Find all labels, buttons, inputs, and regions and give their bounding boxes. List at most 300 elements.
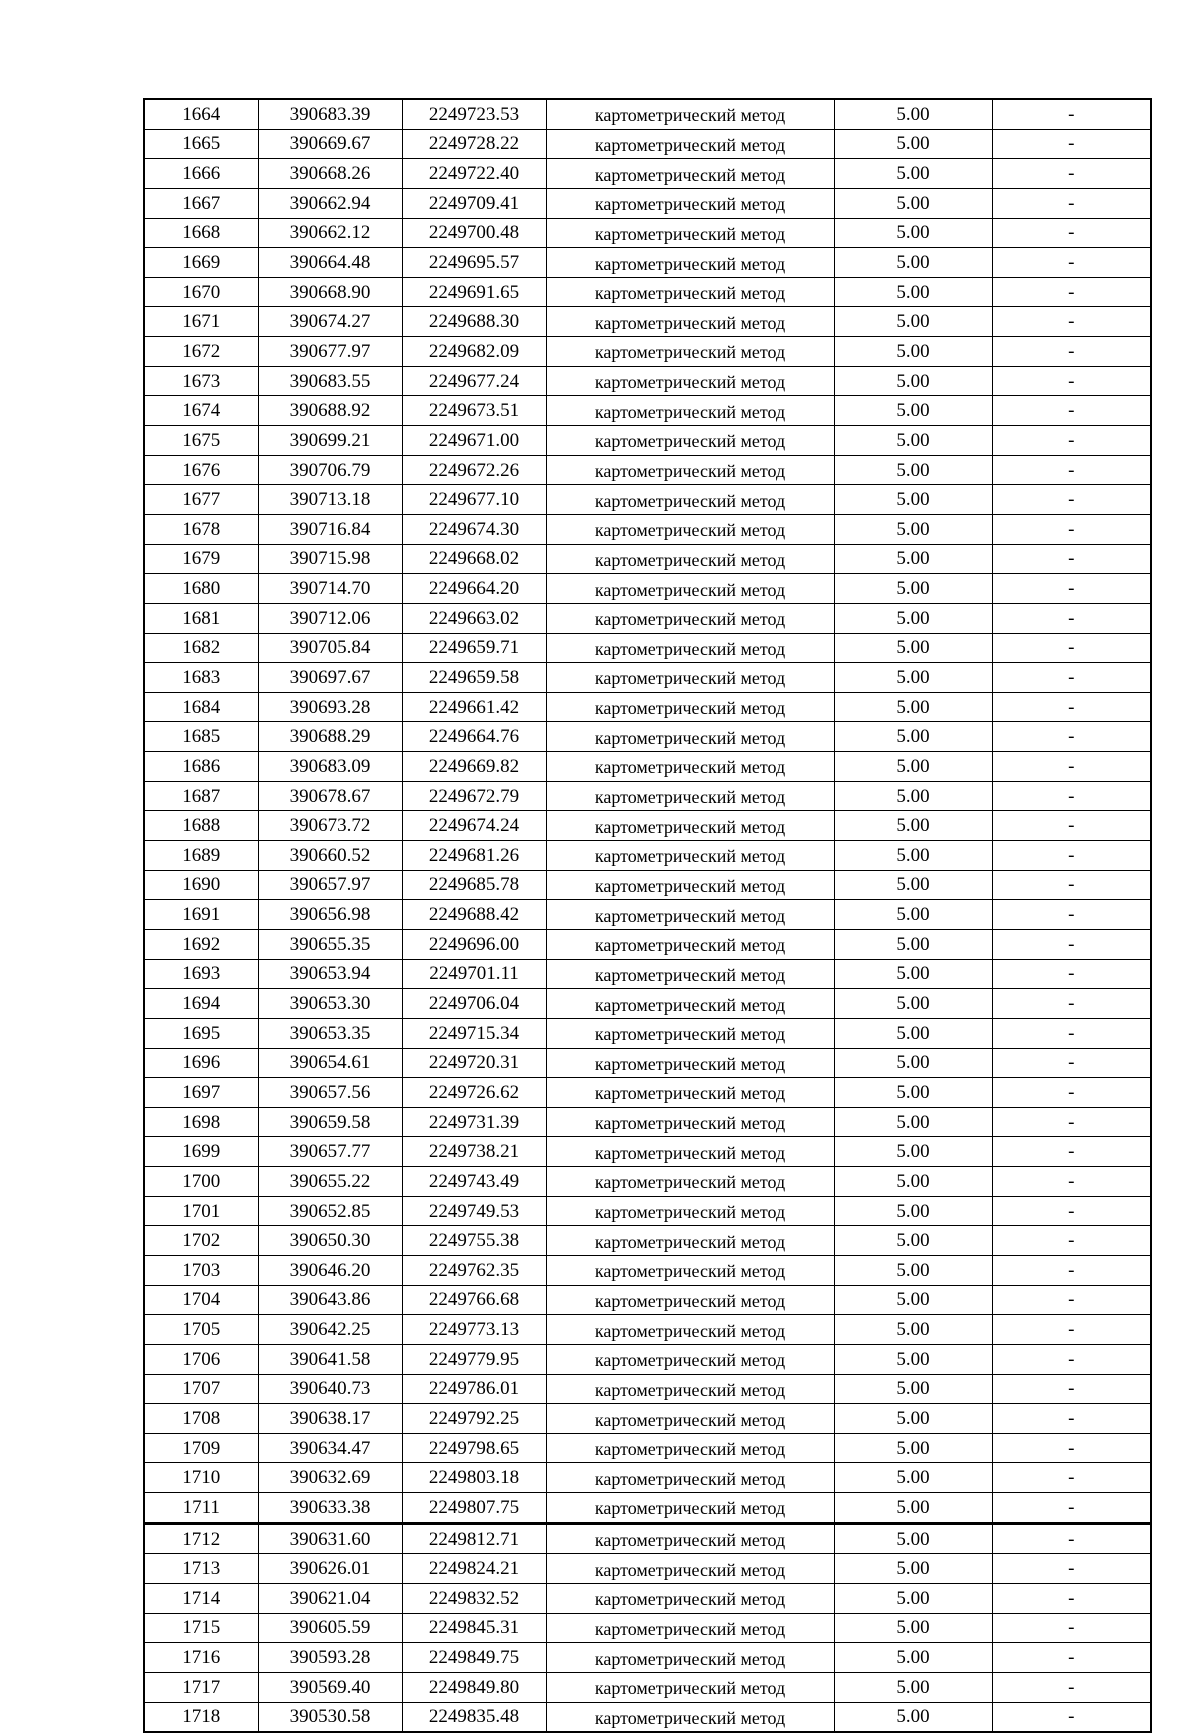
table-row [144,929,1151,959]
y-coordinate-cell: 2249835.48 [402,1702,546,1732]
point-number-cell: 1675 [144,426,258,456]
x-coordinate-cell: 390654.61 [258,1048,402,1078]
point-number-cell: 1713 [144,1554,258,1584]
method-cell: картометрический метод [546,1374,834,1404]
x-coordinate-cell: 390641.58 [258,1344,402,1374]
table-row [144,781,1151,811]
method-cell: картометрический метод [546,426,834,456]
table-row [144,396,1151,426]
y-coordinate-cell: 2249688.42 [402,900,546,930]
description-cell: - [992,307,1151,337]
y-coordinate-cell: 2249824.21 [402,1554,546,1584]
table-row [144,366,1151,396]
table-row [144,1344,1151,1374]
table-row [144,1255,1151,1285]
y-coordinate-cell: 2249700.48 [402,218,546,248]
x-coordinate-cell: 390716.84 [258,514,402,544]
accuracy-cell: 5.00 [834,426,992,456]
method-cell: картометрический метод [546,159,834,189]
method-cell: картометрический метод [546,989,834,1019]
description-cell: - [992,159,1151,189]
point-number-cell: 1712 [144,1523,258,1554]
point-number-cell: 1717 [144,1672,258,1702]
method-cell: картометрический метод [546,485,834,515]
method-cell: картометрический метод [546,574,834,604]
method-cell: картометрический метод [546,1344,834,1374]
x-coordinate-cell: 390688.29 [258,722,402,752]
y-coordinate-cell: 2249723.53 [402,99,546,129]
y-coordinate-cell: 2249659.58 [402,663,546,693]
point-number-cell: 1690 [144,870,258,900]
table-row [144,722,1151,752]
point-number-cell: 1716 [144,1643,258,1673]
y-coordinate-cell: 2249731.39 [402,1107,546,1137]
y-coordinate-cell: 2249766.68 [402,1285,546,1315]
method-cell: картометрический метод [546,1018,834,1048]
accuracy-cell: 5.00 [834,574,992,604]
x-coordinate-cell: 390653.30 [258,989,402,1019]
table-row [144,1196,1151,1226]
accuracy-cell: 5.00 [834,188,992,218]
point-number-cell: 1688 [144,811,258,841]
accuracy-cell: 5.00 [834,603,992,633]
method-cell: картометрический метод [546,455,834,485]
point-number-cell: 1681 [144,603,258,633]
accuracy-cell: 5.00 [834,396,992,426]
accuracy-cell: 5.00 [834,1433,992,1463]
accuracy-cell: 5.00 [834,1554,992,1584]
point-number-cell: 1674 [144,396,258,426]
method-cell: картометрический метод [546,841,834,871]
point-number-cell: 1695 [144,1018,258,1048]
accuracy-cell: 5.00 [834,544,992,574]
point-number-cell: 1700 [144,1167,258,1197]
y-coordinate-cell: 2249691.65 [402,277,546,307]
point-number-cell: 1689 [144,841,258,871]
table-row [144,1107,1151,1137]
y-coordinate-cell: 2249807.75 [402,1493,546,1524]
x-coordinate-cell: 390656.98 [258,900,402,930]
accuracy-cell: 5.00 [834,1137,992,1167]
point-number-cell: 1685 [144,722,258,752]
method-cell: картометрический метод [546,1493,834,1524]
method-cell: картометрический метод [546,277,834,307]
y-coordinate-cell: 2249749.53 [402,1196,546,1226]
x-coordinate-cell: 390626.01 [258,1554,402,1584]
description-cell: - [992,811,1151,841]
x-coordinate-cell: 390530.58 [258,1702,402,1732]
description-cell: - [992,1374,1151,1404]
y-coordinate-cell: 2249661.42 [402,692,546,722]
accuracy-cell: 5.00 [834,959,992,989]
y-coordinate-cell: 2249709.41 [402,188,546,218]
point-number-cell: 1666 [144,159,258,189]
y-coordinate-cell: 2249849.75 [402,1643,546,1673]
accuracy-cell: 5.00 [834,514,992,544]
method-cell: картометрический метод [546,722,834,752]
method-cell: картометрический метод [546,1137,834,1167]
point-number-cell: 1715 [144,1613,258,1643]
x-coordinate-cell: 390668.26 [258,159,402,189]
method-cell: картометрический метод [546,900,834,930]
method-cell: картометрический метод [546,752,834,782]
description-cell: - [992,1672,1151,1702]
description-cell: - [992,129,1151,159]
point-number-cell: 1697 [144,1078,258,1108]
y-coordinate-cell: 2249674.24 [402,811,546,841]
description-cell: - [992,455,1151,485]
accuracy-cell: 5.00 [834,1107,992,1137]
y-coordinate-cell: 2249755.38 [402,1226,546,1256]
x-coordinate-cell: 390653.94 [258,959,402,989]
accuracy-cell: 5.00 [834,307,992,337]
table-row [144,811,1151,841]
point-number-cell: 1672 [144,337,258,367]
y-coordinate-cell: 2249668.02 [402,544,546,574]
y-coordinate-cell: 2249688.30 [402,307,546,337]
description-cell: - [992,1226,1151,1256]
accuracy-cell: 5.00 [834,989,992,1019]
table-row [144,633,1151,663]
description-cell: - [992,1315,1151,1345]
accuracy-cell: 5.00 [834,1702,992,1732]
point-number-cell: 1698 [144,1107,258,1137]
y-coordinate-cell: 2249845.31 [402,1613,546,1643]
table-row [144,1613,1151,1643]
description-cell: - [992,337,1151,367]
description-cell: - [992,1344,1151,1374]
table-row [144,1433,1151,1463]
method-cell: картометрический метод [546,1107,834,1137]
description-cell: - [992,426,1151,456]
y-coordinate-cell: 2249672.79 [402,781,546,811]
method-cell: картометрический метод [546,692,834,722]
x-coordinate-cell: 390657.77 [258,1137,402,1167]
description-cell: - [992,1107,1151,1137]
table-row [144,1584,1151,1614]
point-number-cell: 1684 [144,692,258,722]
description-cell: - [992,574,1151,604]
table-row [144,218,1151,248]
description-cell: - [992,277,1151,307]
method-cell: картометрический метод [546,248,834,278]
method-cell: картометрический метод [546,781,834,811]
point-number-cell: 1704 [144,1285,258,1315]
description-cell: - [992,1554,1151,1584]
table-row [144,277,1151,307]
description-cell: - [992,99,1151,129]
method-cell: картометрический метод [546,1167,834,1197]
description-cell: - [992,900,1151,930]
table-row [144,307,1151,337]
point-number-cell: 1665 [144,129,258,159]
y-coordinate-cell: 2249663.02 [402,603,546,633]
table-row [144,337,1151,367]
description-cell: - [992,514,1151,544]
description-cell: - [992,188,1151,218]
accuracy-cell: 5.00 [834,633,992,663]
accuracy-cell: 5.00 [834,1315,992,1345]
table-row [144,426,1151,456]
method-cell: картометрический метод [546,1048,834,1078]
method-cell: картометрический метод [546,1702,834,1732]
accuracy-cell: 5.00 [834,1493,992,1524]
y-coordinate-cell: 2249773.13 [402,1315,546,1345]
point-number-cell: 1703 [144,1255,258,1285]
accuracy-cell: 5.00 [834,1018,992,1048]
description-cell: - [992,1613,1151,1643]
x-coordinate-cell: 390715.98 [258,544,402,574]
y-coordinate-cell: 2249673.51 [402,396,546,426]
table-row [144,959,1151,989]
table-row [144,485,1151,515]
x-coordinate-cell: 390646.20 [258,1255,402,1285]
y-coordinate-cell: 2249762.35 [402,1255,546,1285]
accuracy-cell: 5.00 [834,455,992,485]
y-coordinate-cell: 2249695.57 [402,248,546,278]
x-coordinate-cell: 390569.40 [258,1672,402,1702]
table-row [144,1404,1151,1434]
description-cell: - [992,485,1151,515]
point-number-cell: 1699 [144,1137,258,1167]
table-row [144,514,1151,544]
point-number-cell: 1710 [144,1463,258,1493]
accuracy-cell: 5.00 [834,218,992,248]
table-row [144,129,1151,159]
x-coordinate-cell: 390621.04 [258,1584,402,1614]
method-cell: картометрический метод [546,929,834,959]
table-row [144,544,1151,574]
accuracy-cell: 5.00 [834,841,992,871]
accuracy-cell: 5.00 [834,900,992,930]
table-row [144,1018,1151,1048]
method-cell: картометрический метод [546,633,834,663]
y-coordinate-cell: 2249720.31 [402,1048,546,1078]
method-cell: картометрический метод [546,1285,834,1315]
y-coordinate-cell: 2249672.26 [402,455,546,485]
table-row [144,692,1151,722]
method-cell: картометрический метод [546,870,834,900]
description-cell: - [992,989,1151,1019]
coordinates-table-body [144,99,1151,1732]
point-number-cell: 1677 [144,485,258,515]
x-coordinate-cell: 390688.92 [258,396,402,426]
point-number-cell: 1701 [144,1196,258,1226]
method-cell: картометрический метод [546,1523,834,1554]
table-row [144,752,1151,782]
method-cell: картометрический метод [546,188,834,218]
y-coordinate-cell: 2249715.34 [402,1018,546,1048]
x-coordinate-cell: 390655.22 [258,1167,402,1197]
description-cell: - [992,1285,1151,1315]
x-coordinate-cell: 390683.55 [258,366,402,396]
table-row [144,1285,1151,1315]
accuracy-cell: 5.00 [834,1048,992,1078]
point-number-cell: 1692 [144,929,258,959]
point-number-cell: 1711 [144,1493,258,1524]
description-cell: - [992,396,1151,426]
accuracy-cell: 5.00 [834,1374,992,1404]
table-row [144,574,1151,604]
description-cell: - [992,218,1151,248]
method-cell: картометрический метод [546,1226,834,1256]
method-cell: картометрический метод [546,1315,834,1345]
table-row [144,159,1151,189]
x-coordinate-cell: 390655.35 [258,929,402,959]
accuracy-cell: 5.00 [834,870,992,900]
method-cell: картометрический метод [546,1404,834,1434]
description-cell: - [992,841,1151,871]
description-cell: - [992,1643,1151,1673]
coordinates-table [143,98,1152,1733]
x-coordinate-cell: 390633.38 [258,1493,402,1524]
y-coordinate-cell: 2249743.49 [402,1167,546,1197]
description-cell: - [992,663,1151,693]
description-cell: - [992,1404,1151,1434]
point-number-cell: 1668 [144,218,258,248]
table-row [144,1226,1151,1256]
point-number-cell: 1664 [144,99,258,129]
accuracy-cell: 5.00 [834,722,992,752]
method-cell: картометрический метод [546,396,834,426]
x-coordinate-cell: 390634.47 [258,1433,402,1463]
description-cell: - [992,929,1151,959]
point-number-cell: 1718 [144,1702,258,1732]
point-number-cell: 1683 [144,663,258,693]
method-cell: картометрический метод [546,307,834,337]
accuracy-cell: 5.00 [834,248,992,278]
x-coordinate-cell: 390632.69 [258,1463,402,1493]
x-coordinate-cell: 390683.09 [258,752,402,782]
y-coordinate-cell: 2249681.26 [402,841,546,871]
accuracy-cell: 5.00 [834,752,992,782]
table-row [144,900,1151,930]
accuracy-cell: 5.00 [834,1196,992,1226]
method-cell: картометрический метод [546,1078,834,1108]
table-row [144,99,1151,129]
description-cell: - [992,1255,1151,1285]
y-coordinate-cell: 2249803.18 [402,1463,546,1493]
method-cell: картометрический метод [546,366,834,396]
method-cell: картометрический метод [546,129,834,159]
accuracy-cell: 5.00 [834,781,992,811]
description-cell: - [992,870,1151,900]
description-cell: - [992,1048,1151,1078]
point-number-cell: 1706 [144,1344,258,1374]
table-row [144,455,1151,485]
point-number-cell: 1669 [144,248,258,278]
point-number-cell: 1682 [144,633,258,663]
method-cell: картометрический метод [546,1463,834,1493]
y-coordinate-cell: 2249674.30 [402,514,546,544]
y-coordinate-cell: 2249696.00 [402,929,546,959]
x-coordinate-cell: 390706.79 [258,455,402,485]
description-cell: - [992,1078,1151,1108]
y-coordinate-cell: 2249671.00 [402,426,546,456]
point-number-cell: 1694 [144,989,258,1019]
y-coordinate-cell: 2249677.10 [402,485,546,515]
y-coordinate-cell: 2249677.24 [402,366,546,396]
x-coordinate-cell: 390677.97 [258,337,402,367]
accuracy-cell: 5.00 [834,337,992,367]
point-number-cell: 1687 [144,781,258,811]
y-coordinate-cell: 2249682.09 [402,337,546,367]
point-number-cell: 1709 [144,1433,258,1463]
description-cell: - [992,1137,1151,1167]
x-coordinate-cell: 390642.25 [258,1315,402,1345]
method-cell: картометрический метод [546,663,834,693]
description-cell: - [992,544,1151,574]
x-coordinate-cell: 390650.30 [258,1226,402,1256]
method-cell: картометрический метод [546,1613,834,1643]
method-cell: картометрический метод [546,544,834,574]
y-coordinate-cell: 2249792.25 [402,1404,546,1434]
table-row [144,1463,1151,1493]
description-cell: - [992,1702,1151,1732]
x-coordinate-cell: 390662.94 [258,188,402,218]
point-number-cell: 1679 [144,544,258,574]
y-coordinate-cell: 2249659.71 [402,633,546,663]
x-coordinate-cell: 390659.58 [258,1107,402,1137]
y-coordinate-cell: 2249779.95 [402,1344,546,1374]
accuracy-cell: 5.00 [834,1643,992,1673]
x-coordinate-cell: 390643.86 [258,1285,402,1315]
point-number-cell: 1676 [144,455,258,485]
y-coordinate-cell: 2249812.71 [402,1523,546,1554]
x-coordinate-cell: 390657.56 [258,1078,402,1108]
description-cell: - [992,1584,1151,1614]
x-coordinate-cell: 390705.84 [258,633,402,663]
table-row [144,603,1151,633]
x-coordinate-cell: 390664.48 [258,248,402,278]
x-coordinate-cell: 390653.35 [258,1018,402,1048]
point-number-cell: 1708 [144,1404,258,1434]
x-coordinate-cell: 390638.17 [258,1404,402,1434]
x-coordinate-cell: 390662.12 [258,218,402,248]
point-number-cell: 1678 [144,514,258,544]
accuracy-cell: 5.00 [834,129,992,159]
point-number-cell: 1693 [144,959,258,989]
point-number-cell: 1670 [144,277,258,307]
x-coordinate-cell: 390678.67 [258,781,402,811]
method-cell: картометрический метод [546,1554,834,1584]
method-cell: картометрический метод [546,1584,834,1614]
method-cell: картометрический метод [546,1643,834,1673]
x-coordinate-cell: 390605.59 [258,1613,402,1643]
x-coordinate-cell: 390660.52 [258,841,402,871]
table-row [144,1643,1151,1673]
y-coordinate-cell: 2249664.20 [402,574,546,604]
accuracy-cell: 5.00 [834,1672,992,1702]
accuracy-cell: 5.00 [834,99,992,129]
table-row [144,1315,1151,1345]
accuracy-cell: 5.00 [834,1285,992,1315]
accuracy-cell: 5.00 [834,1167,992,1197]
method-cell: картометрический метод [546,99,834,129]
accuracy-cell: 5.00 [834,1584,992,1614]
point-number-cell: 1696 [144,1048,258,1078]
y-coordinate-cell: 2249738.21 [402,1137,546,1167]
accuracy-cell: 5.00 [834,1078,992,1108]
table-row [144,1523,1151,1554]
x-coordinate-cell: 390699.21 [258,426,402,456]
point-number-cell: 1702 [144,1226,258,1256]
description-cell: - [992,633,1151,663]
accuracy-cell: 5.00 [834,1404,992,1434]
table-row [144,1048,1151,1078]
point-number-cell: 1680 [144,574,258,604]
accuracy-cell: 5.00 [834,1463,992,1493]
